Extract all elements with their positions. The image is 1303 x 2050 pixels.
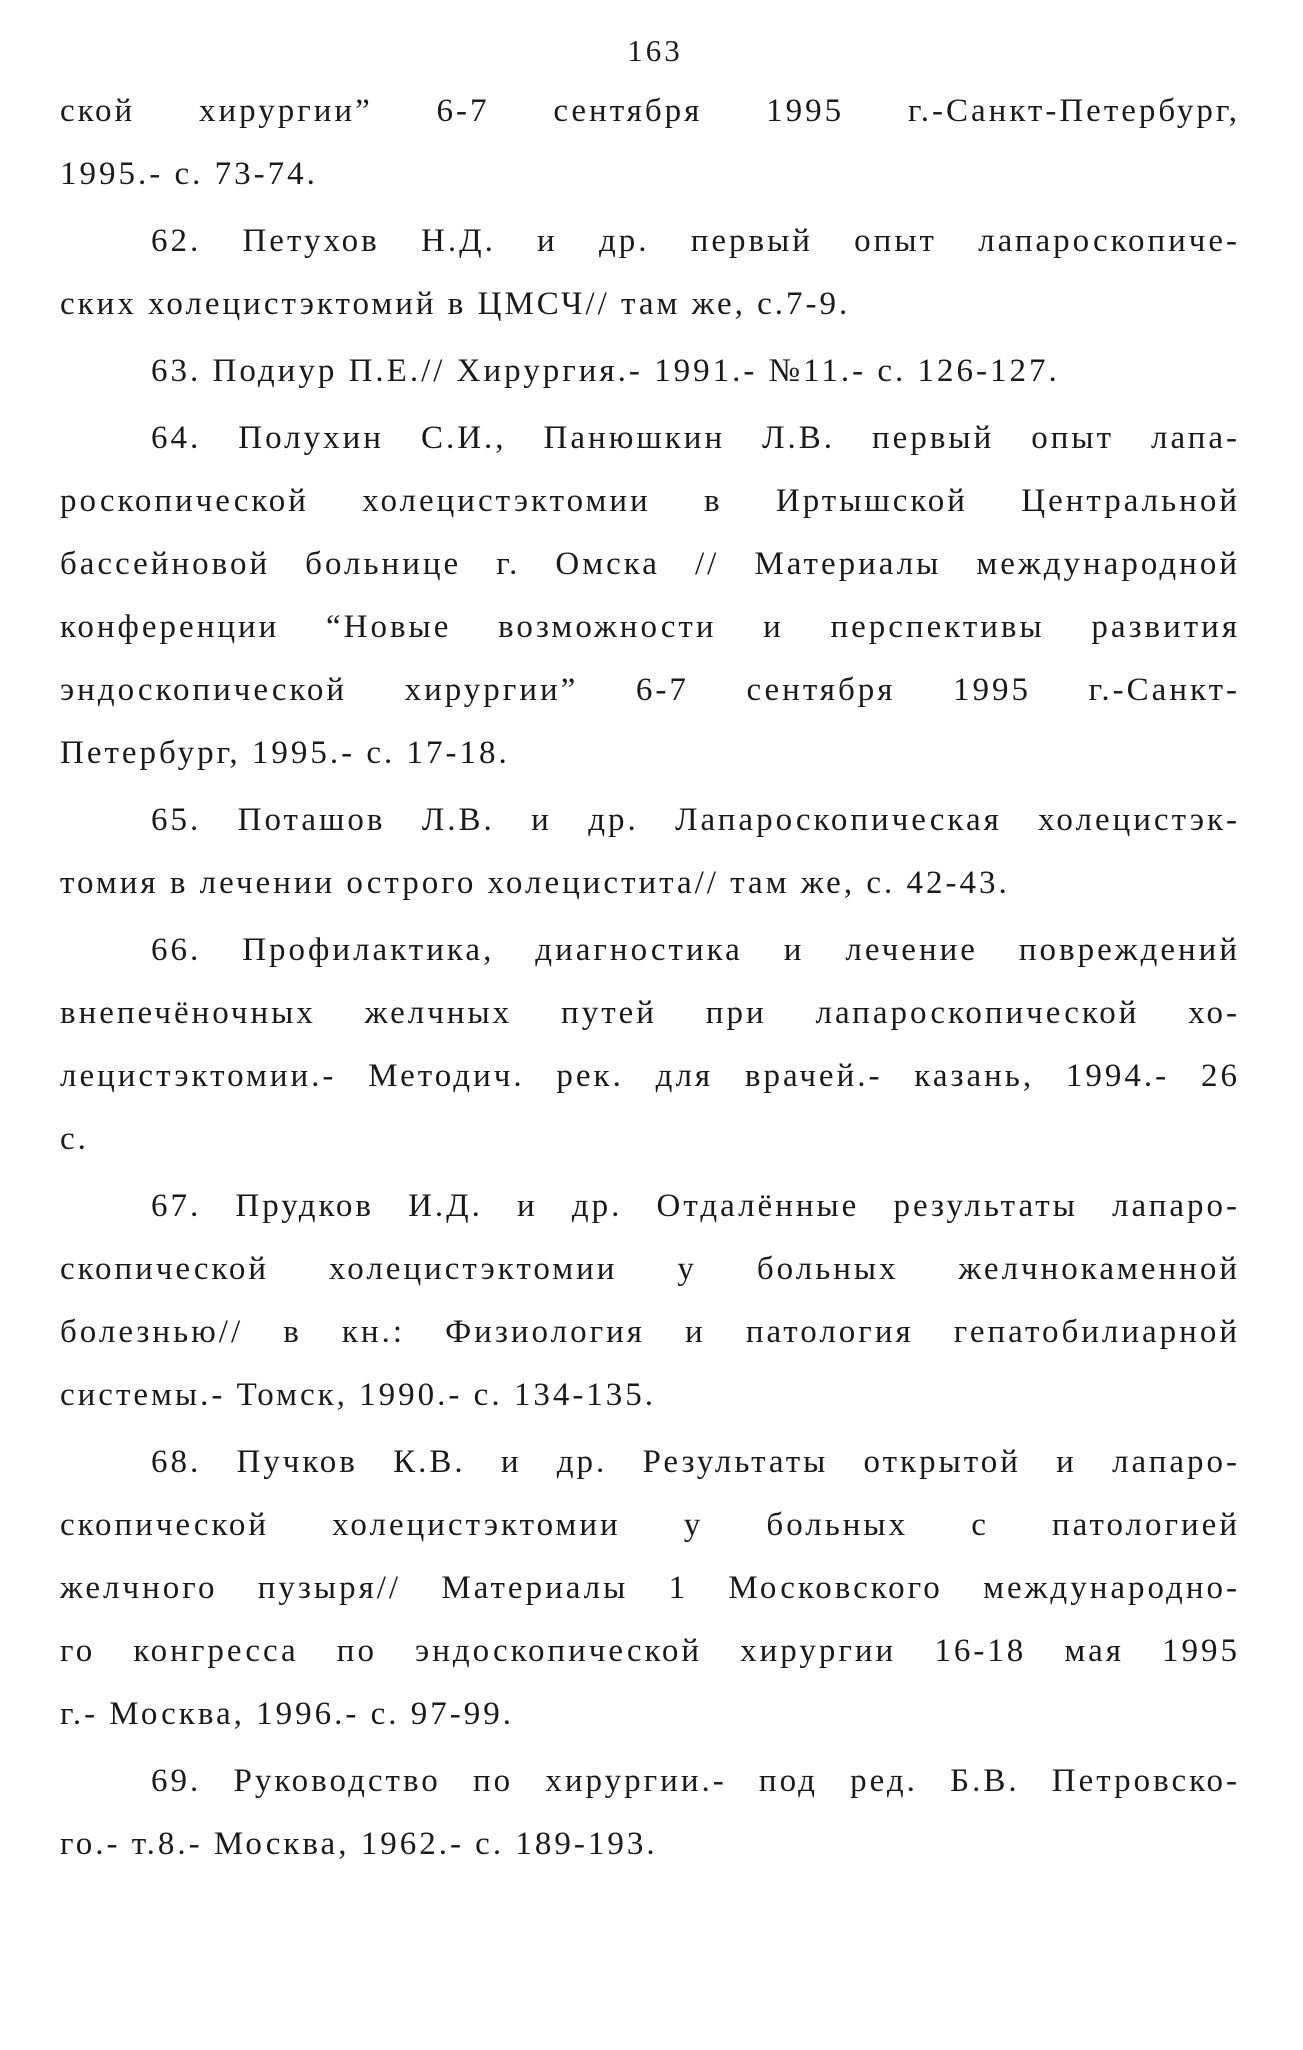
text-line: 65. Поташов Л.В. и др. Лапароскопическая холецистэк- xyxy=(151,802,1240,838)
text-line: болезнью// в кн.: Физиология и патология гепатобилиарной xyxy=(60,1314,1240,1350)
text-line: го конгресса по эндоскопической хирургии 16-18 мая 1995 xyxy=(60,1633,1240,1669)
text-line: скопической холецистэктомии у больных желчнокаменной xyxy=(60,1251,1240,1287)
text-line: лецистэктомии.- Методич. рек. для врачей.- казань, 1994.- 26 xyxy=(60,1058,1240,1094)
text-line: 66. Профилактика, диагностика и лечение повреждений xyxy=(151,932,1240,968)
text-line: 67. Прудков И.Д. и др. Отдалённые результаты лапаро- xyxy=(151,1188,1240,1224)
text-line: г.- Москва, 1996.- с. 97-99. xyxy=(60,1696,514,1732)
text-line: го.- т.8.- Москва, 1962.- с. 189-193. xyxy=(60,1826,658,1862)
text-line: 1995.- с. 73-74. xyxy=(60,156,318,192)
text-line: 64. Полухин С.И., Панюшкин Л.В. первый опыт лапа- xyxy=(151,420,1240,456)
text-line: системы.- Томск, 1990.- с. 134-135. xyxy=(60,1377,657,1413)
text-line: 68. Пучков К.В. и др. Результаты открытой и лапаро- xyxy=(151,1444,1240,1480)
text-line: ских холецистэктомий в ЦМСЧ// там же, с.7-9. xyxy=(60,286,851,322)
text-line: томия в лечении острого холецистита// там же, с. 42-43. xyxy=(60,865,1010,901)
document-page xyxy=(60,26,1240,1876)
text-line: эндоскопической хирургии” 6-7 сентября 1995 г.-Санкт- xyxy=(60,672,1240,708)
text-line: Петербург, 1995.- с. 17-18. xyxy=(60,735,510,771)
text-line: 63. Подиур П.Е.// Хирургия.- 1991.- №11.- с. 126-127. xyxy=(151,353,1060,389)
reference-list xyxy=(60,80,1240,1876)
text-line: 62. Петухов Н.Д. и др. первый опыт лапароскопиче- xyxy=(151,223,1240,259)
text-line: с. xyxy=(60,1121,89,1157)
text-line: роскопической холецистэктомии в Иртышской Центральной xyxy=(60,483,1240,519)
text-line: скопической холецистэктомии у больных с патологией xyxy=(60,1507,1240,1543)
text-line: конференции “Новые возможности и перспективы развития xyxy=(60,609,1240,645)
text-line: ской хирургии” 6-7 сентября 1995 г.-Санкт-Петербург, xyxy=(60,93,1240,129)
text-line: 69. Руководство по хирургии.- под ред. Б.В. Петровско- xyxy=(151,1763,1240,1799)
text-line: желчного пузыря// Материалы 1 Московского международно- xyxy=(60,1570,1240,1606)
page-number: 163 xyxy=(627,33,683,68)
text-line: внепечёночных желчных путей при лапароскопической хо- xyxy=(60,995,1240,1031)
text-line: бассейновой больнице г. Омска // Материалы международной xyxy=(60,546,1240,582)
